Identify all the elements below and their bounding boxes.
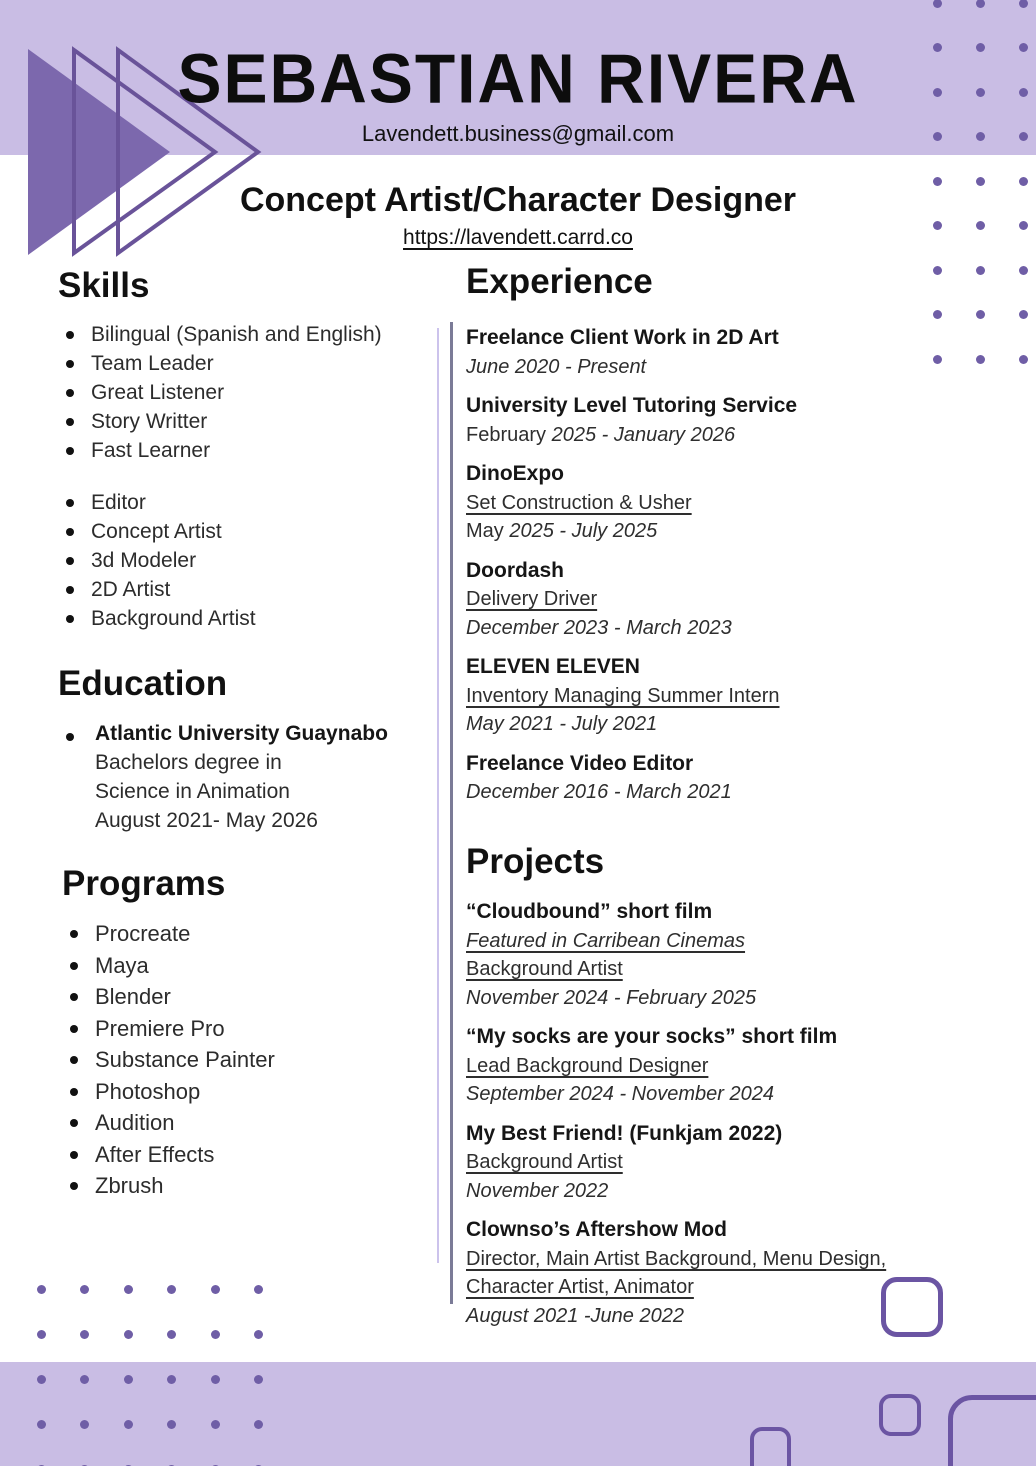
list-item-label: Great Listener [91,381,225,405]
dot-icon [254,1330,263,1339]
dot-icon [933,177,942,186]
rounded-square-icon [879,1394,921,1436]
experience-entry [466,653,971,739]
list-item-label: Team Leader [91,352,214,376]
dot-icon [933,132,942,141]
list-item [62,918,442,950]
list-item-label: Audition [95,1110,175,1136]
dot-icon [976,266,985,275]
bullet-icon [66,557,74,565]
experience-entry-title: University Level Tutoring Service [466,394,798,418]
job-title: Concept Artist/Character Designer [239,181,797,219]
dot-icon [167,1285,176,1294]
project-entry-dates: August 2021 -June 2022 [466,1304,684,1327]
list-item [62,1107,442,1139]
email-text[interactable]: Lavendett.business@gmail.com [361,121,675,146]
dot-icon [1019,43,1028,52]
dot-icon [211,1285,220,1294]
dot-icon [211,1330,220,1339]
experience-entry-title: ELEVEN ELEVEN [466,655,640,679]
bullet-icon [70,1182,78,1190]
experience-entry-dates: December 2023 - March 2023 [466,616,732,639]
dot-icon [167,1330,176,1339]
bullet-icon [66,528,74,536]
list-item-label: Fast Learner [91,439,211,463]
bullet-icon [70,930,78,938]
project-entry [466,1120,971,1206]
list-item-label: Editor [91,491,146,515]
dot-icon [211,1420,220,1429]
list-item [58,436,438,465]
dot-icon [37,1420,46,1429]
list-item [58,604,438,633]
project-entry-title: Clownso’s Aftershow Mod [466,1218,727,1242]
bullet-icon [66,615,74,623]
dot-icon [124,1420,133,1429]
list-item [62,1044,442,1076]
dot-icon [1019,355,1028,364]
list-item [62,1013,442,1045]
education-degree-line: Science in Animation [95,780,290,804]
experience-entry [466,324,971,381]
project-entry-role: Lead Background Designer [466,1054,709,1077]
experience-entries [466,324,971,807]
skills-heading: Skills [58,266,150,305]
programs-section [62,864,442,1202]
list-item [58,488,438,517]
list-item [58,378,438,407]
bullet-icon [66,447,74,455]
list-item-label: 3d Modeler [91,549,197,573]
dot-icon [211,1375,220,1384]
list-item-label: Concept Artist [91,520,222,544]
project-entry-title: My Best Friend! (Funkjam 2022) [466,1121,783,1145]
dot-icon [167,1420,176,1429]
dot-icon [124,1330,133,1339]
list-item [58,407,438,436]
list-item [62,1076,442,1108]
list-item-label: 2D Artist [91,578,171,602]
experience-section [466,262,971,818]
dot-icon [976,132,985,141]
dot-icon [80,1285,89,1294]
dot-icon [1019,221,1028,230]
projects-section [466,842,971,1341]
list-item-label: Substance Painter [95,1047,275,1073]
dot-icon [167,1375,176,1384]
dot-icon [80,1420,89,1429]
dot-icon [80,1375,89,1384]
project-entry-role: Background Artist [466,958,623,981]
dot-icon [1019,310,1028,319]
experience-entry-role: Delivery Driver [466,588,598,611]
list-item [58,320,438,349]
dot-icon [933,221,942,230]
programs-list [62,918,442,1202]
list-item [62,981,442,1013]
experience-entry-role: Inventory Managing Summer Intern [466,684,780,707]
bullet-icon [66,499,74,507]
bullet-icon [66,733,74,741]
experience-entry-role: Set Construction & Usher [466,491,692,514]
list-item [58,546,438,575]
column-divider-dark [450,322,453,1304]
projects-heading: Projects [466,842,605,881]
experience-entry [466,460,971,546]
experience-entry-dates: May 2021 - July 2021 [466,713,658,736]
skills-group-2 [58,488,438,633]
experience-entry-title: Freelance Video Editor [466,751,694,775]
list-item [62,950,442,982]
education-entry [58,719,438,835]
project-entry-dates: November 2022 [466,1179,609,1202]
project-entry-role: Director, Main Artist Background, Menu Design, Character Artist, Animator [466,1247,887,1299]
bullet-icon [70,1088,78,1096]
dot-icon [976,88,985,97]
programs-heading: Programs [62,864,226,903]
skills-group-1 [58,320,438,465]
experience-entry-title: Doordash [466,558,565,582]
project-entry [466,1023,971,1109]
dot-icon [1019,88,1028,97]
bullet-icon [66,389,74,397]
project-entry-dates: September 2024 - November 2024 [466,1083,774,1106]
experience-entry [466,750,971,807]
rounded-square-icon [750,1427,791,1466]
education-section [58,664,438,835]
list-item [62,1139,442,1171]
list-item-label: Background Artist [91,607,256,631]
dot-icon [124,1375,133,1384]
bullet-icon [70,1025,78,1033]
dot-icon [37,1285,46,1294]
page-title: SEBASTIAN RIVERA [177,38,859,118]
list-item-label: After Effects [95,1141,215,1167]
dot-icon [254,1420,263,1429]
bullet-icon [70,1056,78,1064]
bullet-icon [66,418,74,426]
project-entry-title: “Cloudbound” short film [466,900,713,924]
bullet-icon [70,1119,78,1127]
project-entry-title: “My socks are your socks” short film [466,1025,838,1049]
dot-icon [976,177,985,186]
experience-entry-dates: February 2025 - January 2026 [466,423,736,446]
bullet-icon [66,586,74,594]
dot-icon [80,1330,89,1339]
list-item [58,349,438,378]
dot-icon [254,1285,263,1294]
education-school: Atlantic University Guaynabo [95,722,388,746]
dot-icon [976,355,985,364]
list-item [58,517,438,546]
dot-icon [1019,177,1028,186]
dot-icon [976,310,985,319]
list-item [62,1170,442,1202]
dot-icon [124,1285,133,1294]
experience-entry [466,392,971,449]
education-dates: August 2021- May 2026 [95,809,318,833]
experience-heading: Experience [466,262,653,301]
skills-section [58,266,438,633]
dot-icon [37,1330,46,1339]
dot-icon [1019,0,1028,8]
list-item-label: Bilingual (Spanish and English) [91,323,382,347]
list-item-label: Procreate [95,921,191,947]
list-item-label: Blender [95,984,171,1010]
dot-icon [37,1375,46,1384]
education-heading: Education [58,664,228,703]
website-link[interactable]: https://lavendett.carrd.co [403,226,633,249]
bullet-icon [70,993,78,1001]
bullet-icon [66,360,74,368]
list-item-label: Story Writter [91,410,208,434]
bullet-icon [66,331,74,339]
experience-entry-title: DinoExpo [466,462,564,486]
experience-entry-dates: December 2016 - March 2021 [466,781,732,804]
education-degree-line: Bachelors degree in [95,751,282,775]
dot-icon [1019,132,1028,141]
dot-icon [976,0,985,8]
project-entry [466,1216,971,1330]
experience-entry-title: Freelance Client Work in 2D Art [466,326,779,350]
experience-entry-dates: June 2020 - Present [466,355,647,378]
dot-icon [976,43,985,52]
project-entry-role: Background Artist [466,1151,623,1174]
list-item [58,575,438,604]
projects-entries [466,898,971,1330]
list-item-label: Photoshop [95,1078,201,1104]
dot-icon [933,43,942,52]
dot-icon [976,221,985,230]
dot-icon [933,0,942,8]
bullet-icon [70,1151,78,1159]
rounded-square-icon [948,1395,1036,1466]
list-item-label: Premiere Pro [95,1015,225,1041]
dot-icon [254,1375,263,1384]
project-entry-feature: Featured in Carribean Cinemas [466,929,746,952]
experience-entry-dates: May 2025 - July 2025 [466,520,658,543]
project-entry [466,898,971,1012]
bullet-icon [70,962,78,970]
dot-icon [933,88,942,97]
list-item-label: Zbrush [95,1173,164,1199]
dot-icon [1019,266,1028,275]
list-item-label: Maya [95,952,149,978]
experience-entry [466,557,971,643]
project-entry-dates: November 2024 - February 2025 [466,986,757,1009]
